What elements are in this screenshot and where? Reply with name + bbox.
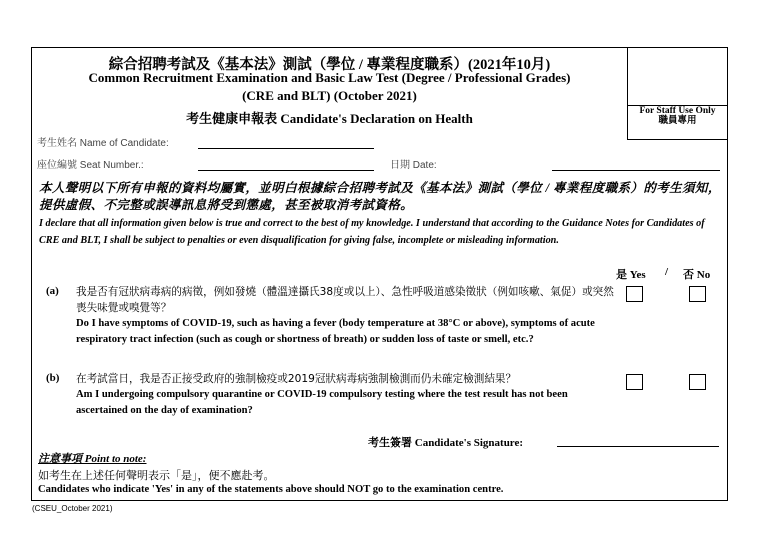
date-field[interactable]: [552, 170, 720, 171]
question-b-yes-checkbox[interactable]: [626, 374, 643, 390]
note-zh: 如考生在上述任何聲明表示「是」，便不應赴考。: [38, 469, 275, 482]
question-b-no-checkbox[interactable]: [689, 374, 706, 390]
question-b: [76, 371, 621, 419]
name-label: 考生姓名 Name of Candidate:: [37, 138, 169, 149]
title-abbr: (CRE and BLT) (October 2021): [242, 88, 417, 103]
no-header: 否 No: [683, 269, 711, 281]
question-a-zh: 我是否有冠狀病毒病的病徵，例如發燒（體溫達攝氏38度或以上）、急性呼吸道感染徵狀（例如咳嗽、氣促）或突然喪失味覺或嗅覺等？: [76, 286, 614, 314]
question-b-en: Am I undergoing compulsory quarantine or COVID-19 compulsory testing where the test result has not been ascertained on the day of examination?: [76, 389, 568, 416]
title-en: Common Recruitment Examination and Basic Law Test (Degree / Professional Grades): [88, 70, 571, 85]
question-a: [76, 284, 621, 348]
question-b-number: (b): [46, 372, 60, 384]
signature-label: 考生簽署 Candidate's Signature:: [368, 437, 524, 449]
date-label: 日期 Date:: [390, 160, 437, 171]
question-a-yes-checkbox[interactable]: [626, 286, 643, 302]
form-name: 考生健康申報表 Candidate's Declaration on Health: [186, 111, 473, 126]
declaration-form: [31, 47, 728, 501]
note-en: Candidates who indicate 'Yes' in any of the statements above should NOT go to the examination centre.: [38, 484, 504, 495]
declaration-zh: 本人聲明以下所有申報的資料均屬實，並明白根據綜合招聘考試及《基本法》測試（學位 / 專業程度職系）的考生須知，提供虛假、不完整或誤導訊息將受到懲處，甚至被取消考試資格。: [39, 181, 721, 212]
question-a-number: (a): [46, 285, 59, 297]
yes-header: 是 Yes: [616, 269, 646, 281]
question-a-en: Do I have symptoms of COVID-19, such as having a fever (body temperature at 38°C or above), symptoms of acute respiratory tract infection (such as cough or shortness of breath) or sudden loss of taste or smell, etc.?: [76, 318, 595, 345]
question-a-no-checkbox[interactable]: [689, 286, 706, 302]
signature-field[interactable]: [557, 446, 719, 447]
seat-number-label: 座位編號 Seat Number.:: [37, 160, 144, 171]
title-zh: 綜合招聘考試及《基本法》測試（學位 / 專業程度職系）(2021年10月): [108, 57, 551, 73]
question-b-zh: 在考試當日，我是否正接受政府的強制檢疫或2019冠狀病毒病強制檢測而仍未確定檢測結果？: [76, 373, 517, 385]
staff-use-label: [628, 106, 727, 126]
declaration-en: I declare that all information given below is true and correct to the best of my knowledge. I understand that according to the Guidance Notes for Candidates of CRE and BLT, I shall be subject to penalties or even disqualification for giving false, incomplete or misleading information.: [39, 218, 705, 246]
yes-no-separator: /: [665, 266, 669, 278]
footer-code: (CSEU_October 2021): [32, 504, 113, 513]
staff-use-label-zh: 職員專用: [658, 116, 697, 126]
staff-use-label-en: For Staff Use Only: [639, 106, 716, 116]
staff-use-box: [627, 48, 727, 140]
name-field[interactable]: [198, 148, 374, 149]
seat-number-field[interactable]: [198, 170, 374, 171]
note-title: 注意事項 Point to note:: [38, 453, 147, 465]
